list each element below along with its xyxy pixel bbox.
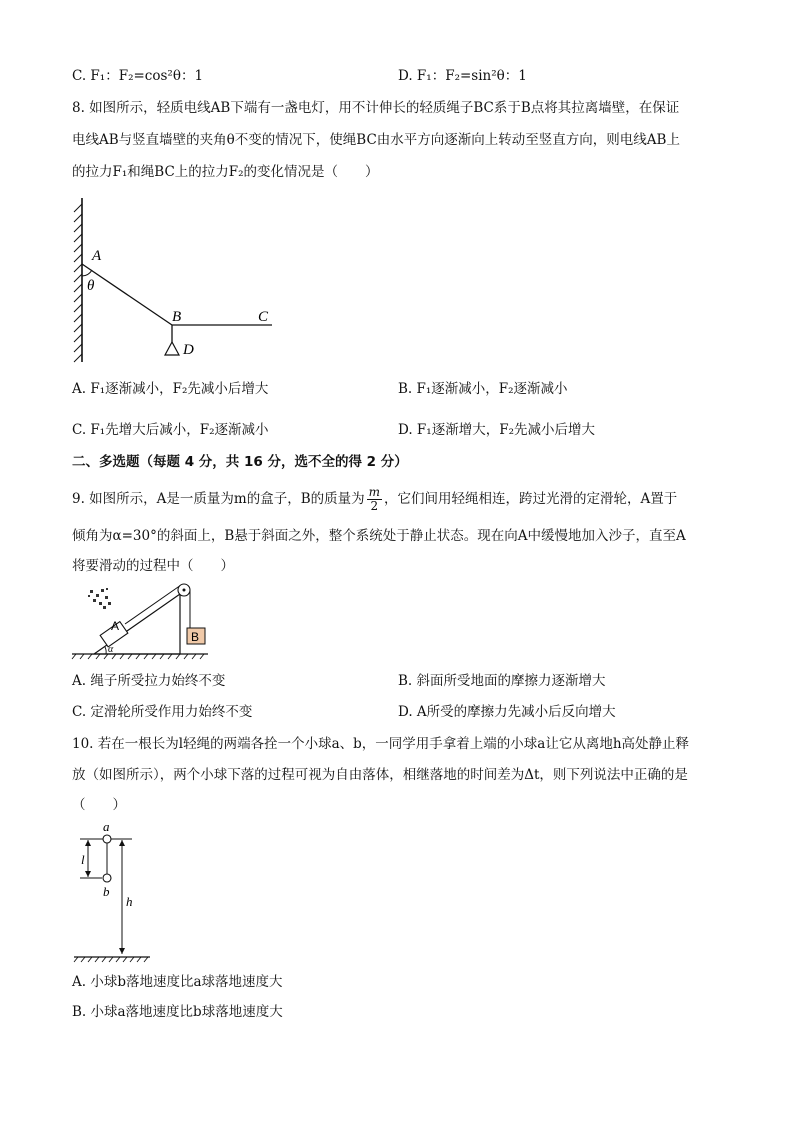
q8-option-d: D. F₁逐渐增大，F₂先减小后增大: [398, 422, 595, 438]
fig8-label-theta: θ: [87, 278, 95, 294]
fig9-label-b: B: [191, 630, 200, 644]
fig9-label-alpha: α: [108, 644, 114, 655]
q8-option-c: C. F₁先增大后减小，F₂逐渐减小: [72, 422, 269, 438]
q9-stem-line2: 倾角为α=30°的斜面上，B悬于斜面之外，整个系统处于静止状态。现在向A中缓慢地加入沙子，直至A: [72, 528, 686, 544]
q10-stem-line2: 放（如图所示），两个小球下落的过程可视为自由落体，相继落地的时间差为Δt，则下列说法中正确的是: [72, 767, 688, 783]
fig8-label-c: C: [258, 309, 269, 325]
q9-stem-line1: [72, 485, 677, 513]
q7-option-d: D. F₁：F₂=sin²θ：1: [398, 68, 527, 84]
q9-fraction: [367, 486, 382, 513]
q10-stem-line1: 10. 若在一根长为l轻绳的两端各拴一个小球a、b，一同学用手拿着上端的小球a让它从离地h高处静止释: [72, 736, 690, 752]
fig10-label-l: l: [81, 852, 85, 867]
fig8-label-a: A: [92, 248, 102, 264]
fig8-label-d: D: [183, 342, 194, 358]
q10-option-b: B. 小球a落地速度比b球落地速度大: [72, 1004, 283, 1020]
q9-option-c: C. 定滑轮所受作用力始终不变: [72, 704, 253, 720]
q8-stem-line1: 8. 如图所示，轻质电线AB下端有一盏电灯，用不计伸长的轻质绳子BC系于B点将其拉离墙壁，在保证: [72, 100, 680, 116]
fig9-label-a: A: [111, 619, 120, 633]
fig10-label-a: a: [103, 820, 110, 834]
q9-option-a: A. 绳子所受拉力始终不变: [72, 673, 226, 689]
fig8-label-b: B: [172, 309, 182, 325]
q9-stem-line1-start: 9. 如图所示，A是一质量为m的盒子，B的质量为: [72, 491, 365, 507]
q10-figure: [70, 820, 160, 965]
fig10-label-h: h: [126, 894, 133, 909]
fig10-label-b: b: [103, 884, 110, 899]
q9-option-b: B. 斜面所受地面的摩擦力逐渐增大: [398, 673, 606, 689]
q10-option-a: A. 小球b落地速度比a球落地速度大: [72, 974, 283, 990]
q9-figure: [70, 580, 210, 662]
q9-stem-line1-end: ，它们间用轻绳相连，跨过光滑的定滑轮，A置于: [384, 491, 678, 507]
q8-stem-line2: 电线AB与竖直墙壁的夹角θ不变的情况下，使绳BC由水平方向逐渐向上转动至竖直方向，则电线AB上: [72, 132, 680, 148]
q7-option-c: C. F₁：F₂=cos²θ：1: [72, 68, 204, 84]
q9-stem-line3: 将要滑动的过程中（ ）: [72, 558, 234, 574]
q10-stem-line3: （ ）: [72, 797, 126, 813]
section-heading-multiple-choice: 二、多选题（每题 4 分，共 16 分，选不全的得 2 分）: [72, 454, 408, 470]
q8-figure: [66, 192, 286, 372]
q8-option-b: B. F₁逐渐减小，F₂逐渐减小: [398, 381, 568, 397]
q9-fraction-numerator: m: [368, 485, 381, 499]
q8-stem-line3: 的拉力F₁和绳BC上的拉力F₂的变化情况是（ ）: [72, 164, 379, 180]
q9-option-d: D. A所受的摩擦力先减小后反向增大: [398, 704, 616, 720]
q9-fraction-denominator: 2: [370, 499, 379, 513]
q8-option-a: A. F₁逐渐减小，F₂先减小后增大: [72, 381, 269, 397]
